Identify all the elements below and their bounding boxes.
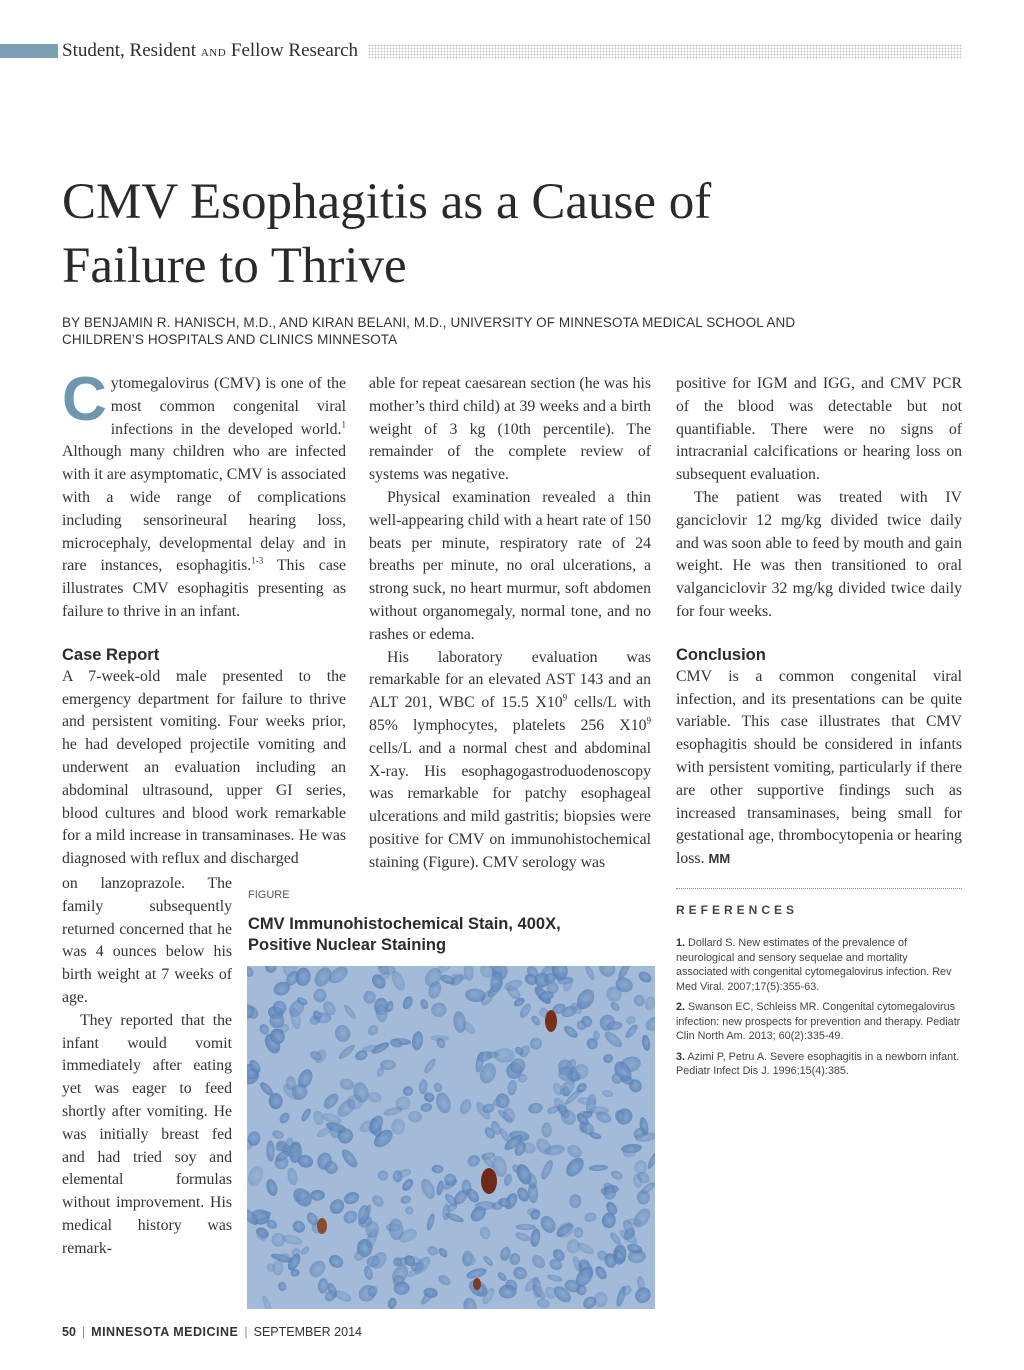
title-line-1: CMV Esophagitis as a Cause of [62,174,712,230]
case-report-paragraph-5: The patient was treated with IV ganciclovir 12 mg/kg divided twice daily and was soon able to feed by mouth and gain weight. He was then transitioned to oral valganciclovir 32 mg/kg divided twice daily for four weeks. [676,488,962,620]
reference-item: 1. Dollard S. New estimates of the prevalence of neurological and sensory sequelae and mortality associated with congenital cytomegalovirus infection. Rev Med Viral. 2007;17(5):355-63. [676,937,952,993]
figure-caption-line-2: Positive Nuclear Staining [248,936,447,954]
section-label-and: AND [200,47,227,59]
column-1 [62,365,346,871]
figure-caption-line-1: CMV Immunohistochemical Stain, 400X, [248,915,561,933]
page-footer: 50 | MINNESOTA MEDICINE | SEPTEMBER 2014 [62,1325,362,1339]
case-report-paragraph-4: His laboratory evaluation was remarkable for an elevated AST 143 and an ALT 201, WBC of 15.5 $X10^9$ cells/L with 85% lymphocytes, platelets 256 $X10^9$ cells/L and a normal chest and abdominal X-ray. His esophagogastroduodenoscopy was remarkable for patchy esophageal ulcerations and mild gastritis; biopsies were positive for CMV on immunohistochemical staining (Figure). CMV serology was [369,648,651,871]
section-label-part1: Student, Resident [62,40,197,61]
case-report-heading: Case Report [62,645,160,664]
case-report-paragraph-1-cont: on lanzoprazole. The family subsequently returned concerned that he was 4 ounces below his birth weight at 7 weeks of age. [62,875,232,1006]
page-number: 50 [62,1325,76,1339]
case-report-paragraph-1: A 7-week-old male presented to the emergency department for failure to thrive and persistent vomiting. Four weeks prior, he had developed projectile vomiting and underwent an evaluation including an abdominal ultrasound, upper GI series, blood cultures and blood work remarkable for a mild increase in transaminases. He was diagnosed with reflux and discharged [62,667,346,868]
reference-item: 3. Azimi P, Petru A. Severe esophagitis in a newborn infant. Pediatr Infect Dis J. 1996;15(4):385. [676,1050,960,1077]
case-report-paragraph-2: They reported that the infant would vomit immediately after eating yet was eager to feed shortly after vomiting. He was initially breast fed and had tried soy and elemental formulas without improvement. His medical history was remark- [62,1011,232,1257]
section-label [62,40,358,62]
positive-nucleus [481,1168,497,1194]
tissue-cell [516,1224,536,1230]
magazine-name: MINNESOTA MEDICINE [91,1325,239,1339]
references-list [676,936,962,1085]
references-title: REFERENCES [676,903,799,917]
byline [62,314,822,348]
section-label-part2: Fellow Research [230,40,359,61]
issue-date: SEPTEMBER 2014 [253,1325,362,1339]
article-title [62,170,862,298]
case-report-paragraph-3: Physical examination revealed a thin well-appearing child with a heart rate of 150 beats per minute, respiratory rate of 24 breaths per minute, no oral ulcerations, a strong suck, no heart murmur, soft abdomen without organomegaly, normal tone, and no rashes or edema. [369,488,651,643]
stain-micrograph [247,966,655,1309]
positive-nucleus [317,1218,327,1234]
positive-nucleus [545,1010,557,1032]
figure-caption [248,914,648,956]
intro-paragraph: Cytomegalovirus (CMV) is one of the most common congenital viral infections in the developed world.$^1$ Although many children who are infected with it are asymptomatic, CMV is associated with a wide range of complications including sensorineural hearing loss, microcephaly, developmental delay and in rare instances, esophagitis.$^{1-3}$ This case illustrates CMV esophagitis presenting as failure to thrive in an infant. [62,365,346,620]
column-3 [676,373,962,871]
case-report-paragraph-4-cont: positive for IGM and IGG, and CMV PCR of the blood was detectable but not quantifiable. There were no signs of intracranial calcifications or hearing loss on subsequent evaluation. [676,375,962,484]
column-1-narrow [62,873,232,1261]
byline-line-2: CHILDREN’S HOSPITALS AND CLINICS MINNESOTA [62,332,398,347]
title-line-2: Failure to Thrive [62,238,407,294]
case-report-paragraph-2-cont: able for repeat caesarean section (he was his mother’s third child) at 39 weeks and a birth weight of 3 kg (10th percentile). The remainder of the complete review of systems was negative. [369,375,651,484]
drop-cap: C [62,365,107,434]
conclusion-heading: Conclusion [676,645,766,664]
tissue-cell [542,1122,552,1137]
positive-nucleus [473,1278,481,1290]
header-dotted-band [368,44,962,59]
column-2 [369,373,651,875]
conclusion-paragraph: CMV is a common congenital viral infection, and its presentations can be quite variable. This case illustrates that CMV esophagitis should be considered in infants with persistent vomiting, particularly if there are other supportive findings such as increased transaminases, being small for gestational age, thrombocytopenia or hearing loss. MM [676,667,962,868]
figure-label: FIGURE [248,889,290,901]
mm-signoff: MM [708,851,731,867]
byline-line-1: BY BENJAMIN R. HANISCH, M.D., AND KIRAN BELANI, M.D., UNIVERSITY OF MINNESOTA MEDICAL SCHOOL AND [62,315,796,330]
section-color-bar [0,44,58,58]
reference-item: 2. Swanson EC, Schleiss MR. Congenital cytomegalovirus infection: new prospects for prevention and therapy. Pediatr Clin North Am. 2013; 60(2):335-49. [676,1001,961,1042]
references-divider [676,888,962,889]
